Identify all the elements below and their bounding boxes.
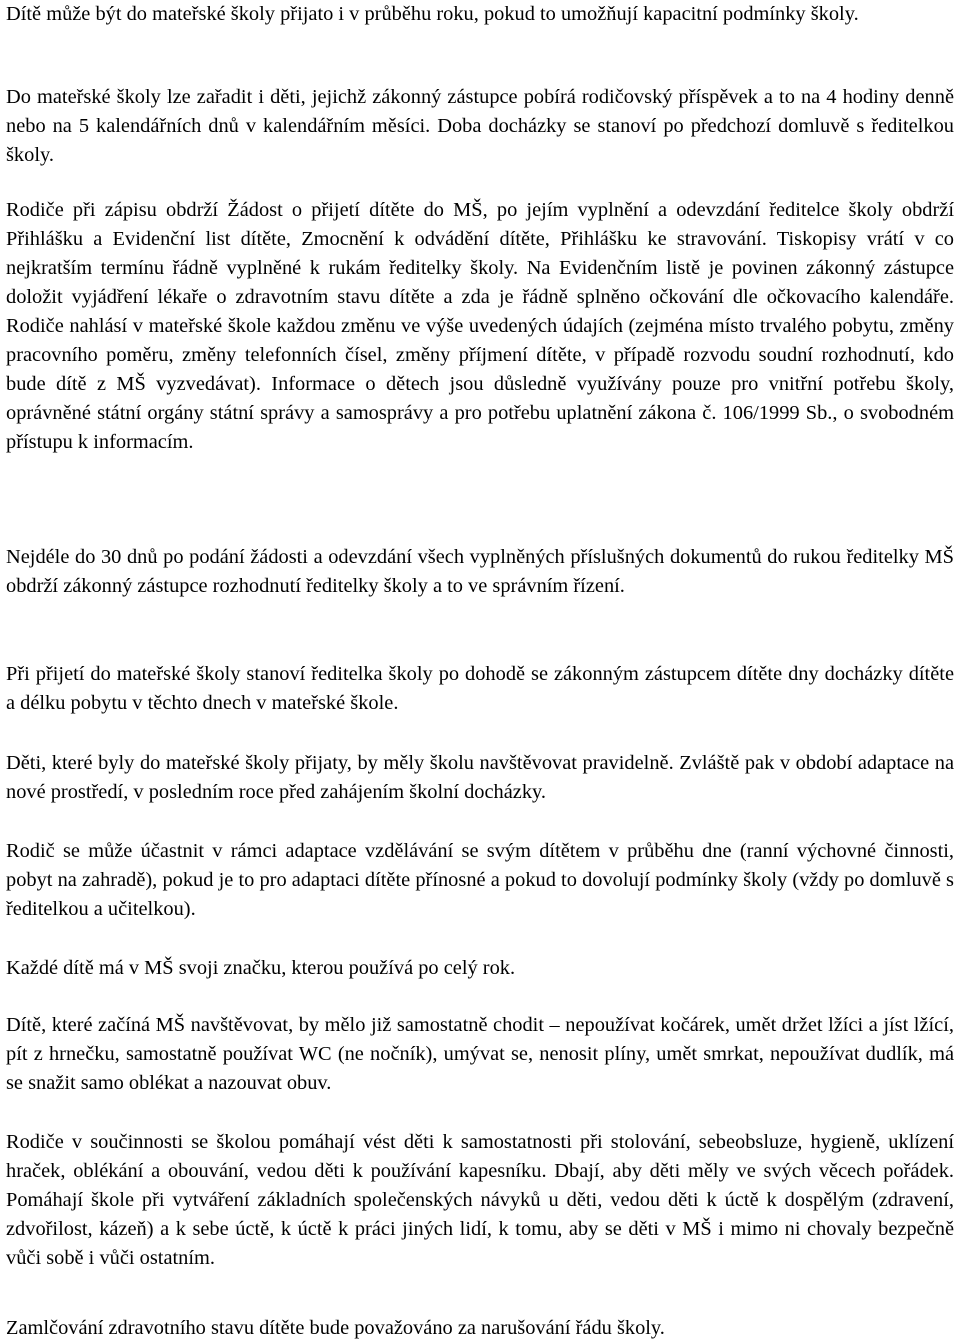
paragraph-parent-adaptation: Rodič se může účastnit v rámci adaptace vzdělávání se svým dítětem v průběhu dne (ranní výchovné činnosti, pobyt na zahradě), pokud je to pro adaptaci dítěte přínosné a pokud to dovolují podmínky školy (vždy po domluvě s ředitelkou a učitelkou). <box>6 840 954 920</box>
paragraph-child-skills: Dítě, které začíná MŠ navštěvovat, by mělo již samostatně chodit – nepoužívat kočárek, umět držet lžíci a jíst lžící, pít z hrnečku, samostatně používat WC (ne nočník), umývat se, nenosit plíny, umět smrkat, nepoužívat dudlík, má se snažit samo oblékat a nazouvat obuv. <box>6 1014 954 1094</box>
paragraph-health-disclosure: Zamlčování zdravotního stavu dítěte bude považováno za narušování řádu školy. <box>6 1317 665 1339</box>
paragraph-parent-cooperation: Rodiče v součinnosti se školou pomáhají vést děti k samostatnosti při stolování, sebeobsluze, hygieně, uklízení hraček, oblékání a obouvání, vedou děti k používání kapesníku. Dbají, aby děti měly ve svých věcech pořádek. Pomáhají škole při vytváření základních společenských návyků u děti, vedou děti k úctě k dospělým (zdravení, zdvořilost, kázeň) a k sebe úctě, k úctě k práci jiných lidí, k tomu, aby se děti v MŠ i mimo ni chovaly bezpečně vůči sobě i vůči ostatním. <box>6 1131 954 1269</box>
paragraph-enrollment-forms: Rodiče při zápisu obdrží Žádost o přijetí dítěte do MŠ, po jejím vyplnění a odevzdání ředitelce školy obdrží Přihlášku a Evidenční list dítěte, Zmocnění k odvádění dítěte, Přihlášku ke stravování. Tiskopisy vrátí v co nejkratším termínu řádně vyplněné k rukám ředitelky školy. Na Evidenčním listě je povinen zákonný zástupce doložit vyjádření lékaře o zdravotním stavu dítěte a zda je řádně splněno očkování dle očkovacího kalendáře. Rodiče nahlásí v mateřské škole každou změnu ve výše uvedených údajích (zejména místo trvalého pobytu, změny pracovního poměru, změny telefonních čísel, změny příjmení dítěte, v případě rozvodu soudní rozhodnutí, kdo bude dítě z MŠ vyzvedávat). Informace o dětech jsou důsledně využívány pouze pro vnitřní potřebu školy, oprávněné státní orgány státní správy a samosprávy a pro potřebu uplatnění zákona č. 106/1999 Sb., o svobodném přístupu k informacím. <box>6 199 954 453</box>
paragraph-decision-deadline: Nejdéle do 30 dnů po podání žádosti a odevzdání všech vyplněných příslušných dokumentů do rukou ředitelky MŠ obdrží zákonný zástupce rozhodnutí ředitelky školy a to ve správním řízení. <box>6 546 954 597</box>
paragraph-attendance-days: Při přijetí do mateřské školy stanoví ředitelka školy po dohodě se zákonným zástupcem dítěte dny docházky dítěte a délku pobytu v těchto dnech v mateřské škole. <box>6 663 954 714</box>
paragraph-regular-attendance: Děti, které byly do mateřské školy přijaty, by měly školu navštěvovat pravidelně. Zvláště pak v období adaptace na nové prostředí, v posledním roce před zahájením školní docházky. <box>6 752 954 803</box>
paragraph-parental-allowance: Do mateřské školy lze zařadit i děti, jejichž zákonný zástupce pobírá rodičovský příspěvek a to na 4 hodiny denně nebo na 5 kalendářních dnů v kalendářním měsíci. Doba docházky se stanoví po předchozí domluvě s ředitelkou školy. <box>6 86 954 166</box>
paragraph-admission-during-year: Dítě může být do mateřské školy přijato i v průběhu roku, pokud to umožňují kapacitní podmínky školy. <box>6 3 859 25</box>
paragraph-child-symbol: Každé dítě má v MŠ svoji značku, kterou používá po celý rok. <box>6 957 516 979</box>
